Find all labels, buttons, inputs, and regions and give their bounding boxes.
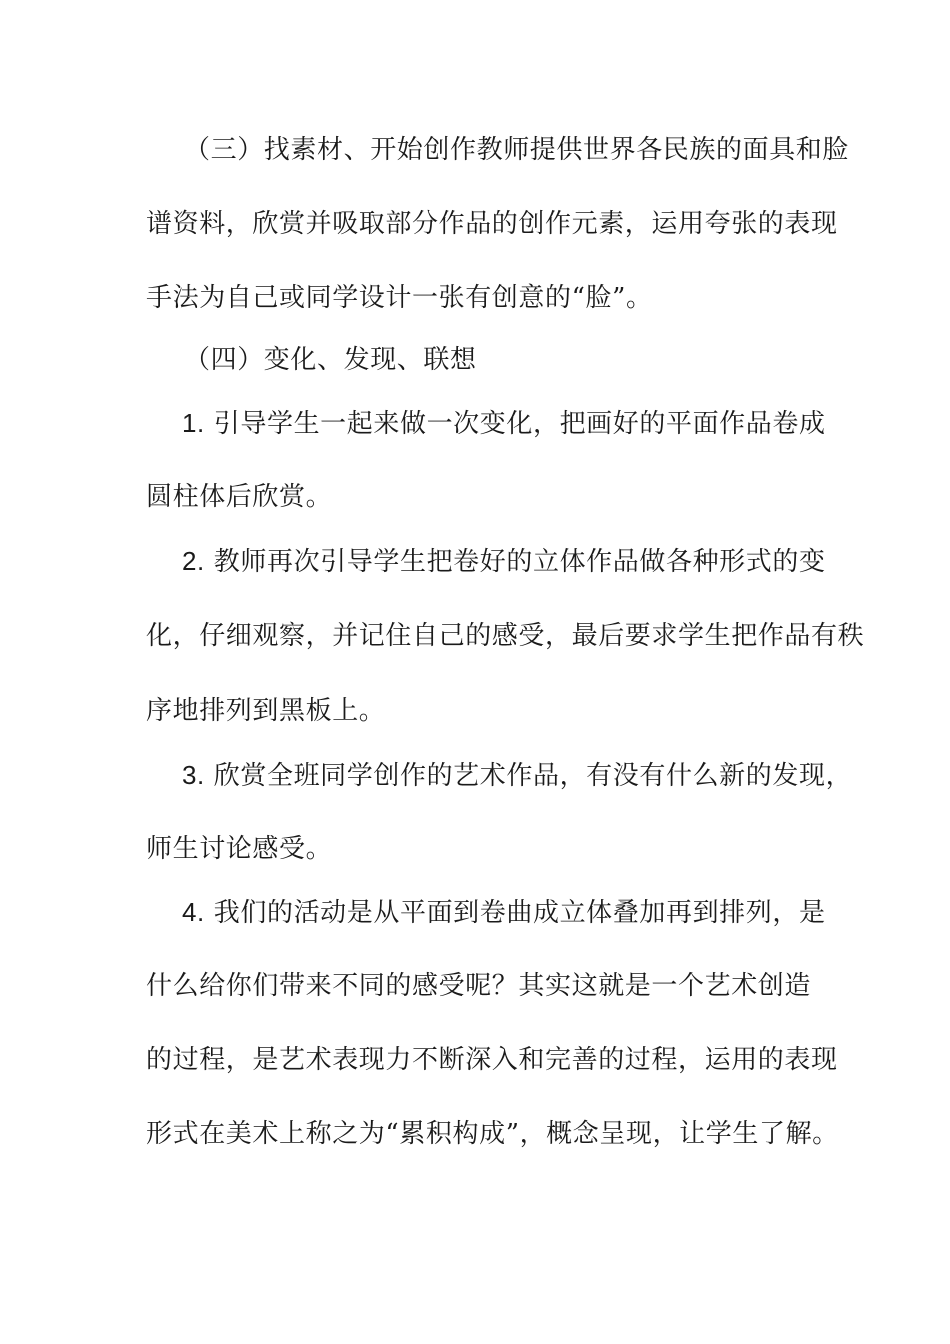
item-1-line-2 — [146, 480, 816, 514]
item-number: 1. — [182, 408, 205, 438]
text-span: 我们的活动是从平面到卷曲成立体叠加再到排列，是 — [213, 898, 826, 928]
item-number: 2. — [182, 546, 205, 576]
section-4-heading — [184, 343, 854, 377]
item-4-line-1 — [182, 895, 852, 930]
text-span: 引导学生一起来做一次变化，把画好的平面作品卷成 — [213, 409, 826, 439]
item-3-line-1 — [182, 758, 852, 793]
item-3-line-2 — [146, 832, 816, 866]
text-span: 师生讨论感受。 — [146, 834, 333, 864]
item-number: 3. — [182, 760, 205, 790]
text-span: 的过程，是艺术表现力不断深入和完善的过程，运用的表现 — [146, 1045, 838, 1075]
item-2-line-2 — [146, 619, 865, 653]
text-span: （三）找素材、开始创作教师提供世界各民族的面具和脸 — [184, 135, 850, 165]
text-span: 圆柱体后欣赏。 — [146, 482, 333, 512]
section-3-line-1 — [184, 133, 854, 167]
text-span: 化，仔细观察，并记住自己的感受，最后要求学生把作品有秩 — [146, 621, 865, 651]
text-span: （四）变化、发现、联想 — [184, 345, 477, 375]
text-span: 序地排列到黑板上。 — [146, 696, 386, 726]
item-1-line-1 — [182, 406, 852, 441]
text-span: 谱资料，欣赏并吸取部分作品的创作元素，运用夸张的表现 — [146, 209, 838, 239]
text-span: 什么给你们带来不同的感受呢？其实这就是一个艺术创造 — [146, 971, 812, 1001]
text-span: 教师再次引导学生把卷好的立体作品做各种形式的变 — [213, 547, 826, 577]
item-4-line-3 — [146, 1043, 838, 1077]
item-2-line-1 — [182, 544, 852, 579]
section-3-line-3 — [146, 281, 816, 315]
item-4-line-2 — [146, 969, 816, 1003]
section-3-line-2 — [146, 207, 838, 241]
text-span: 形式在美术上称之为“累积构成”，概念呈现，让学生了解。 — [146, 1119, 839, 1149]
item-4-line-4 — [146, 1117, 839, 1151]
item-number: 4. — [182, 897, 205, 927]
item-2-line-3 — [146, 694, 816, 728]
text-span: 手法为自己或同学设计一张有创意的“脸”。 — [146, 283, 653, 313]
text-span: 欣赏全班同学创作的艺术作品，有没有什么新的发现， — [213, 761, 853, 791]
